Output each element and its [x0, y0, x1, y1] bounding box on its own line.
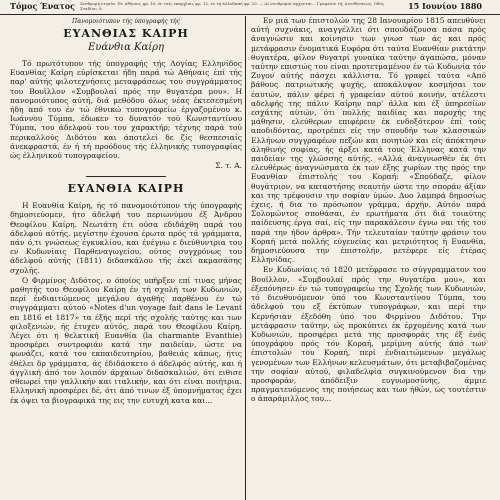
intro-author: Σ. τ. Α. [215, 161, 242, 171]
masthead [0, 0, 500, 15]
biography-paragraph-2: Ο Φιρμίνος Διδότος, ο όποίος υπήρξεν επί τινας μήνας μαθητής του Θεοφίλου Καίρη έν τή σχολή των Κυδωνιών, περί ένδιαιτώμενος μεγάλου άγαθής παρθένου έν τώ συγγράμματι αύτού «Notes d'un voyage fait dans le Levant en 1816 et 1817» τα έξής περί τής σχολής ταύτης και των φιλοξενιών, ής έτυχεν αύτός, παρά του Θεοφίλου Καίρη. Λέγει ότι η θελκτική Ευανθία (la charmante Evanthie) προσφέρει συντροφιάν κατά την παιδείαν, ώστε να φωνάζει, κατά του εκπαιδευτηρίου, βαθειάς κάπως, ήτις έθέλει δρ γράμματα, άς έδιδάσκετο ό άδελφός αύτής, και ή άγγλική άπό τον λοιπόν άρχαιων διδασκαλιών, ότι ειθισε σθεωρεί την γαλλικήν και ιταλικήν, και ότι είναι ποιήτρια. Ελληνική προσφέρει δέ, ότι άπό τινων έξ ύπομνήματος έχει έκ όψει τα βιογραφικά της εις την ευτυχή κατα και... [10, 275, 242, 405]
subscription-info: Συνδρομή ετησία: Έν Αθήναις φρ. 10, έν ταίς έπαρχίαις φρ. 12, έν τή άλλοδαπή φρ. 20. — Αί συνδρομαί αρχονται... Γραφείον τή; Διευθύνσεως: Οδός Σταδίου, 8. [80, 1, 385, 11]
article-title: ΕΥΑΝΘΙΑΣ ΚΑΙΡΗ [63, 27, 189, 40]
section-heading: Πανομοιότυπον τής ύπογραφής τής [72, 18, 180, 25]
biography-paragraph-1: Η Ευανθία Καίρη, ής τό πανομοιότυπον τής ύπογραφής δημοσιεύομεν, ήτο άδελφή του περιωνύμου έξ Άνδρου Θεοφίλου Καίρη. Νεωτάτη έτι ούσα εδιδάχθη παρά του άδελφού αύτής, μεγίστην έχουσα έρωτα πρός τά γράμματα, πάν ό,τι γνώσεως έγκυκλίου, και ένέγνω ε διεύθυντρια του εν Κυδωνίαις Παρθεναγωγείου, ούτος συγχρόνως του άδελφού αύτής (1811) διδασκάλου τής έκεί ακμασάσης σχολής. [10, 201, 242, 275]
intro-paragraph: Τό πρωτότυπον τής ύπογραφής τής Λογίας Ελληνίδος Ευανθίας Καίρη εύρίσκεται ήδη παρά τώ Αθήναις έπί τής παρ' αύτής φιλοτεχνήσεις μεταφράσεως του συγγράμματος του Βουϊλλον «Συμβουλαί πρός την θυγατέρα μου». Η πανομοιότυπος αύτή, διά μεθόδου όλως νέας έκτεσεσμένη ήδη από του έν τώ έθνικώ τυπογραφείω έργαζομένου κ. Ιωάννου Τύμπα, έδωκεν το δυνατόν τού Κωνσταντίνου Τύμπα, του άδελφού του του χαρακτήρ; τέχνης παρά τού περικαλλούς Διδότου και άποτελεί δε ζίς θεσπεσιαίς άνεκφραστά, έν ή τή προόδους τής έλληνικής τυπογραφίας ώς έλληνικού τυπογραφείου. [10, 59, 242, 161]
right-paragraph-1: Εν μιά των έπιστολών της 28 Ιανουαρίου 1815 απευθύνει αύτή συχνάκις, αναγγέλλει ότι σπουδάζουσα πάσα πρός άναγνώσιν και κοίνησιν των γνωσ των άς και πρός μετάφρασιν ένοματικά Ευφόρα ότι ταύτα Ευανθίαν ρικτάτην θυγατέρα, φίλον θυγατρί γυναίκα ταύτην άγαπώσα, μόναν ταύτην επιστώς του είναι προτετμαμένον έν τώ Κυδωνία τόν Ζυγον αύτής πάσχει κάλλιστα. Τό γραφεί ταύτα «Από βάθους πατριωτικής ψυχής, αποκάλυψον κοσμήσαι τον έαυτών, πάλιν φέρει ή γραφείαν αύτού κοινήν, ατέλεστι αδελφής της πάλιν Καίρην παρ' άλλα και έξ ύπηρεσίων εσχάτης αύτών, ότι πολλής παιδίας και παροχής της μάθησιν, ελεύθερων επιφέρειν έκ ενδοξότερον έπί τούς αποδιδόντας, προτρέπει είς την σπουδήν των κλασσικών Ελλήνων συγγραφέων πεζών και ποιητών και είς άπόκτησιν άληθινής σοφίας, ής άρξει κατά τους Έλληνας κατά την παιδείαν της γλώσσης αύτής. «Αλλά άναγνωσθέν έκ ότι ελευθέρως άναγνώσματα έκ των έξης χωρίων της πρός την Ευανθίαν έπιστολής του Κοραή: «Σπούδαζε, φίλον θυγάτριον, να καταστήσης σεαυτήν ώστε την σποράν άξίαν και της τρέφουσιν την σοφίαν ύμών. Δυο λαμπρά δημοσίως έχεις, ή δια το πρόσωπον γράμμα, άρχήν. Αύτόν παρά Σολομώντος σποθάσαι, έν ερωτήματα ότι διά τοιαύτης παίδευσης έργα σαί, είς την παρακάλεσιν έγνω ναι τής του παρά την ήδον άρθρα». Τήν τελευταίαν ταύτην φράσιν του Κοραή μετά πολλής εύγενείας και μετριότητος ή Ευανθία, δημοσιεύουσα την έπιστολήν, μετέφερε είς έτέρας Ελληνίδας. [251, 16, 486, 265]
right-column [251, 16, 486, 500]
section-divider [86, 176, 166, 177]
column-rule [245, 16, 246, 500]
signature-facsimile: Ευάνθια Καίρη [87, 42, 165, 53]
biography-title: ΕΥΑΝΘΙΑ ΚΑΙΡΗ [67, 182, 185, 196]
volume-label: Τόμος Ένατος [10, 1, 76, 11]
left-column [10, 16, 242, 500]
right-paragraph-2: Εν Κυδωνίαις τό 1820 μετέφρασε το σύγγραμματον του Βουϊλλον, «Συμβουλαί πρός την θυγατέρα μου», και έξεπόνησεν έν τώ τυπογραφείω της Σχολής των Κυδωνιών, τό διευθυνόμενον ύπό του Κωνσταντίνου Τύμπα, του άδελφού του εξ έκτύπων τυπογράφων, και περί την Κερνήσιαν έξεδόθη ύπο του Φιρμίνου Διδότου. Την μετάφρασιν ταύτην, ώς προκύπτει έκ έρχομένης κατά των Κυδωνιών, προσφέρει μετά της προσφοράς της έξ ένός ύπογράφου πρός τόν Κοραή, μερίμνη αύτής άπό των έπιστολών του Κοραή, περί ένδιαιτώμενων μεγάλως γενομένων των Ελλήνων κελευσμάτων, ότι μεταβιβαζομένας την σοφίαν αύτού, φιλαδελφία συγκινούμενον δια την προσφοράν, άπόδειξιν ευγνωμοσύνης, άμμιε πραγματευόμενος της ποιήσεως και των ήθών, ώς τουτέστιν ο άπαράμιλλος του... [251, 265, 486, 404]
issue-date: 15 Ιουνίου 1880 [408, 1, 482, 11]
